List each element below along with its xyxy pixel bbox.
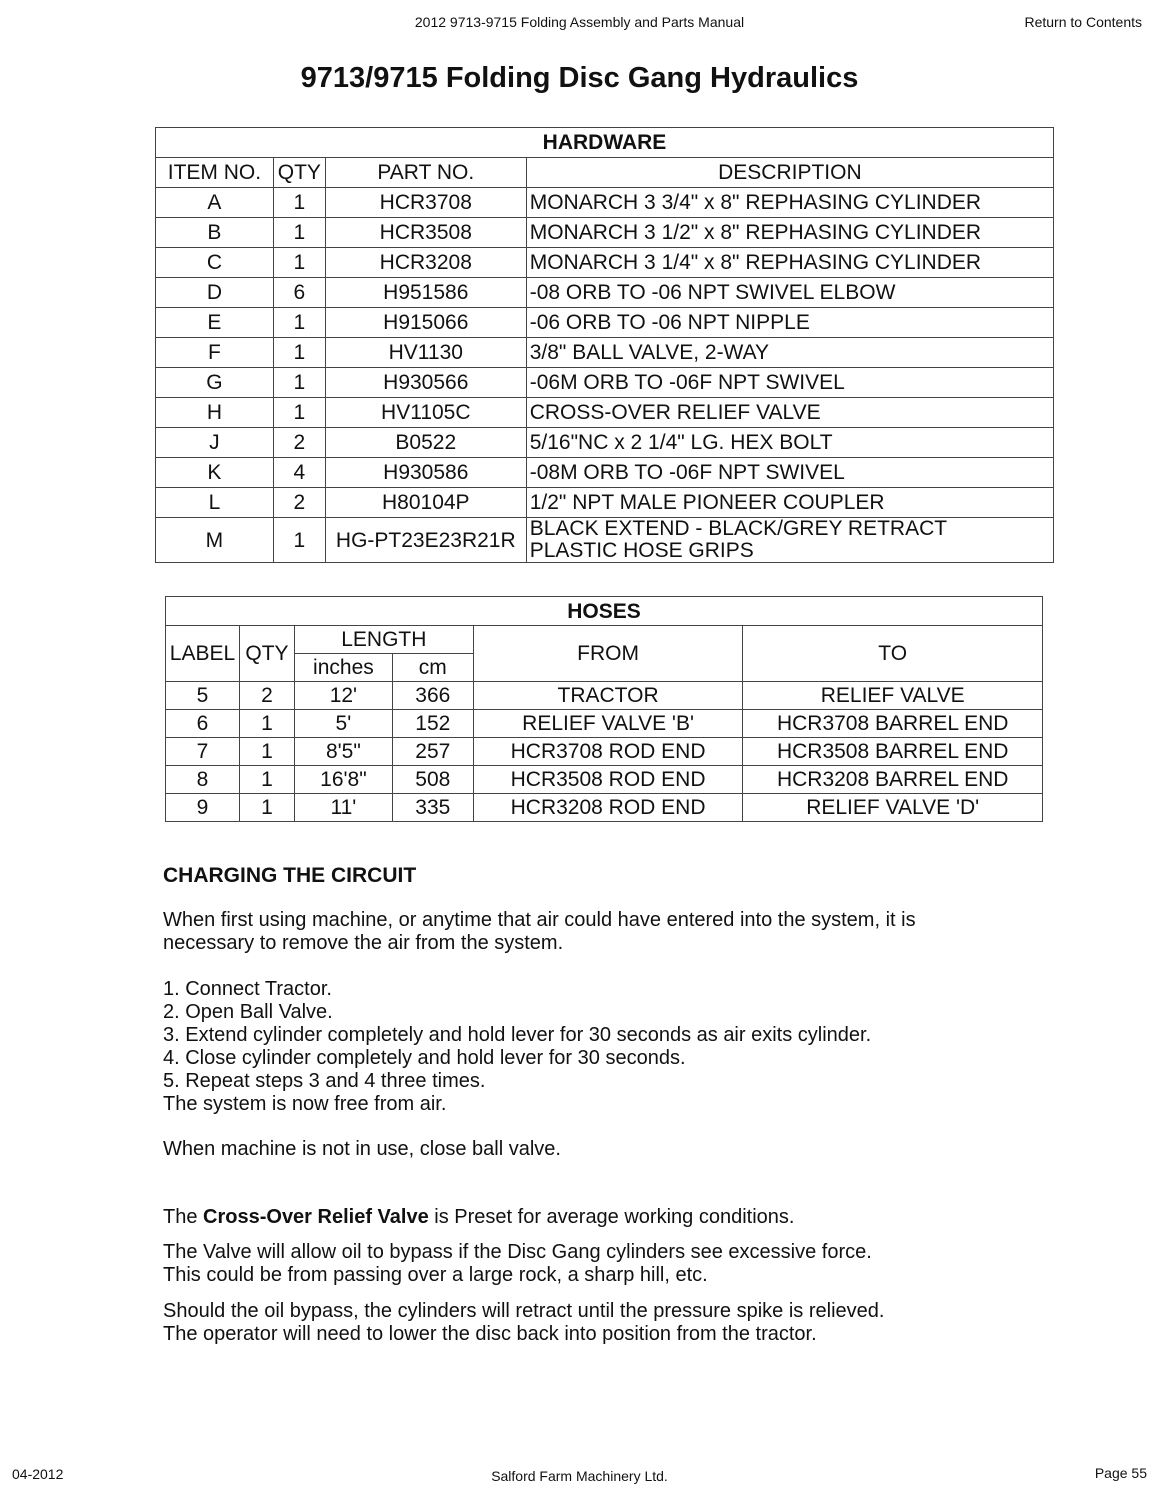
item-cell: B — [156, 218, 274, 248]
inches-cell: 12' — [294, 682, 392, 710]
page-title: 9713/9715 Folding Disc Gang Hydraulics — [300, 62, 859, 94]
qty-cell: 1 — [239, 710, 294, 738]
qty-cell: 1 — [273, 338, 325, 368]
manual-title: 2012 9713-9715 Folding Assembly and Parts Manual — [414, 14, 745, 30]
qty-cell: 1 — [239, 794, 294, 822]
column-header-cm: cm — [392, 654, 473, 682]
description-line-1: BLACK EXTEND - BLACK/GREY RETRACT — [529, 517, 948, 540]
footer-company: Salford Farm Machinery Ltd. — [491, 1468, 668, 1484]
description-cell: CROSS-OVER RELIEF VALVE — [526, 398, 1053, 428]
part-cell: H930586 — [325, 458, 526, 488]
part-cell: HCR3708 — [325, 188, 526, 218]
not-in-use-note: When machine is not in use, close ball valve. — [163, 1138, 561, 1160]
column-header-to: TO — [743, 626, 1043, 682]
label-cell: 8 — [166, 766, 240, 794]
qty-cell: 1 — [273, 218, 325, 248]
relief-prefix: The — [163, 1206, 204, 1228]
column-header-qty: QTY — [239, 626, 294, 682]
part-cell: HV1105C — [325, 398, 526, 428]
description-cell: 5/16"NC x 2 1/4" LG. HEX BOLT — [526, 428, 1053, 458]
column-header-item-no: ITEM NO. — [156, 158, 274, 188]
intro-line-1: When first using machine, or anytime that air could have entered into the system, it is — [163, 909, 916, 931]
relief-valve-note — [163, 1206, 1063, 1229]
qty-cell: 1 — [273, 248, 325, 278]
relief-suffix: is Preset for average working conditions. — [428, 1206, 795, 1228]
cm-cell: 335 — [392, 794, 473, 822]
steps-list — [163, 978, 1063, 1116]
item-cell: M — [156, 518, 274, 563]
table-row — [156, 488, 1054, 518]
qty-cell: 4 — [273, 458, 325, 488]
table-row — [156, 278, 1054, 308]
table-row — [166, 794, 1043, 822]
intro-line-2: necessary to remove the air from the system. — [163, 932, 564, 954]
table-row — [166, 738, 1043, 766]
qty-cell: 2 — [273, 488, 325, 518]
step-4: 4. Close cylinder completely and hold lever for 30 seconds. — [163, 1047, 686, 1069]
item-cell: D — [156, 278, 274, 308]
label-cell: 7 — [166, 738, 240, 766]
to-cell: HCR3708 BARREL END — [743, 710, 1043, 738]
hardware-caption: HARDWARE — [156, 128, 1054, 158]
qty-cell: 1 — [273, 398, 325, 428]
from-cell: HCR3208 ROD END — [473, 794, 743, 822]
cm-cell: 508 — [392, 766, 473, 794]
to-cell: RELIEF VALVE 'D' — [743, 794, 1043, 822]
column-header-length: LENGTH — [294, 626, 473, 654]
item-cell: F — [156, 338, 274, 368]
step-1: 1. Connect Tractor. — [163, 978, 332, 1000]
section-title: CHARGING THE CIRCUIT — [163, 864, 417, 887]
retract-paragraph — [163, 1300, 1063, 1346]
description-line-2: PLASTIC HOSE GRIPS — [529, 539, 754, 562]
table-row — [156, 188, 1054, 218]
return-to-contents-link[interactable]: Return to Contents — [1024, 14, 1142, 30]
from-cell: HCR3708 ROD END — [473, 738, 743, 766]
column-header-label: LABEL — [166, 626, 240, 682]
footer-date: 04-2012 — [12, 1466, 64, 1482]
hoses-table — [165, 596, 1043, 822]
bypass-line-2: This could be from passing over a large rock, a sharp hill, etc. — [163, 1264, 708, 1286]
table-row — [166, 766, 1043, 794]
item-cell: H — [156, 398, 274, 428]
qty-cell: 1 — [273, 368, 325, 398]
from-cell: RELIEF VALVE 'B' — [473, 710, 743, 738]
part-cell: H930566 — [325, 368, 526, 398]
table-row — [156, 428, 1054, 458]
description-cell: -08M ORB TO -06F NPT SWIVEL — [526, 458, 1053, 488]
item-cell: E — [156, 308, 274, 338]
retract-line-1: Should the oil bypass, the cylinders will retract until the pressure spike is relieved. — [163, 1300, 885, 1322]
part-cell: H80104P — [325, 488, 526, 518]
bypass-line-1: The Valve will allow oil to bypass if the Disc Gang cylinders see excessive force. — [163, 1241, 872, 1263]
qty-cell: 1 — [239, 738, 294, 766]
part-cell: HCR3208 — [325, 248, 526, 278]
hoses-caption: HOSES — [166, 597, 1043, 626]
qty-cell: 6 — [273, 278, 325, 308]
to-cell: RELIEF VALVE — [743, 682, 1043, 710]
description-cell: -06 ORB TO -06 NPT NIPPLE — [526, 308, 1053, 338]
to-cell: HCR3208 BARREL END — [743, 766, 1043, 794]
cm-cell: 366 — [392, 682, 473, 710]
table-row — [166, 710, 1043, 738]
step-5: 5. Repeat steps 3 and 4 three times. — [163, 1070, 486, 1092]
free-from-air-note: The system is now free from air. — [163, 1093, 447, 1115]
table-row — [156, 308, 1054, 338]
qty-cell: 1 — [273, 188, 325, 218]
item-cell: K — [156, 458, 274, 488]
part-cell: B0522 — [325, 428, 526, 458]
column-header-inches: inches — [294, 654, 392, 682]
table-row — [156, 248, 1054, 278]
qty-cell: 1 — [239, 766, 294, 794]
description-cell — [526, 518, 1053, 563]
qty-cell: 2 — [239, 682, 294, 710]
inches-cell: 8'5" — [294, 738, 392, 766]
cm-cell: 152 — [392, 710, 473, 738]
step-2: 2. Open Ball Valve. — [163, 1001, 333, 1023]
table-row — [156, 338, 1054, 368]
description-cell: 1/2" NPT MALE PIONEER COUPLER — [526, 488, 1053, 518]
part-cell: HCR3508 — [325, 218, 526, 248]
retract-line-2: The operator will need to lower the disc back into position from the tractor. — [163, 1323, 817, 1345]
inches-cell: 5' — [294, 710, 392, 738]
table-row — [166, 682, 1043, 710]
part-cell: H951586 — [325, 278, 526, 308]
part-cell: H915066 — [325, 308, 526, 338]
qty-cell: 1 — [273, 308, 325, 338]
description-cell: -06M ORB TO -06F NPT SWIVEL — [526, 368, 1053, 398]
column-header-part-no: PART NO. — [325, 158, 526, 188]
description-cell: MONARCH 3 3/4" x 8" REPHASING CYLINDER — [526, 188, 1053, 218]
description-cell: MONARCH 3 1/4" x 8" REPHASING CYLINDER — [526, 248, 1053, 278]
hardware-table — [155, 127, 1054, 563]
column-header-description: DESCRIPTION — [526, 158, 1053, 188]
item-cell: L — [156, 488, 274, 518]
label-cell: 6 — [166, 710, 240, 738]
table-row — [156, 458, 1054, 488]
footer-page-number: Page 55 — [1094, 1465, 1147, 1481]
table-row — [156, 368, 1054, 398]
description-cell: -08 ORB TO -06 NPT SWIVEL ELBOW — [526, 278, 1053, 308]
intro-paragraph — [163, 909, 1063, 955]
description-cell: MONARCH 3 1/2" x 8" REPHASING CYLINDER — [526, 218, 1053, 248]
step-3: 3. Extend cylinder completely and hold lever for 30 seconds as air exits cylinder. — [163, 1024, 872, 1046]
label-cell: 9 — [166, 794, 240, 822]
relief-valve-name: Cross-Over Relief Valve — [203, 1206, 429, 1228]
column-header-from: FROM — [473, 626, 743, 682]
column-header-qty: QTY — [273, 158, 325, 188]
inches-cell: 11' — [294, 794, 392, 822]
from-cell: TRACTOR — [473, 682, 743, 710]
part-cell: HV1130 — [325, 338, 526, 368]
qty-cell: 1 — [273, 518, 325, 563]
label-cell: 5 — [166, 682, 240, 710]
to-cell: HCR3508 BARREL END — [743, 738, 1043, 766]
description-cell: 3/8" BALL VALVE, 2-WAY — [526, 338, 1053, 368]
item-cell: C — [156, 248, 274, 278]
table-row — [156, 398, 1054, 428]
table-row — [156, 218, 1054, 248]
cm-cell: 257 — [392, 738, 473, 766]
qty-cell: 2 — [273, 428, 325, 458]
inches-cell: 16'8" — [294, 766, 392, 794]
item-cell: J — [156, 428, 274, 458]
bypass-paragraph — [163, 1241, 1063, 1287]
from-cell: HCR3508 ROD END — [473, 766, 743, 794]
item-cell: A — [156, 188, 274, 218]
table-row — [156, 518, 1054, 563]
part-cell: HG-PT23E23R21R — [325, 518, 526, 563]
item-cell: G — [156, 368, 274, 398]
